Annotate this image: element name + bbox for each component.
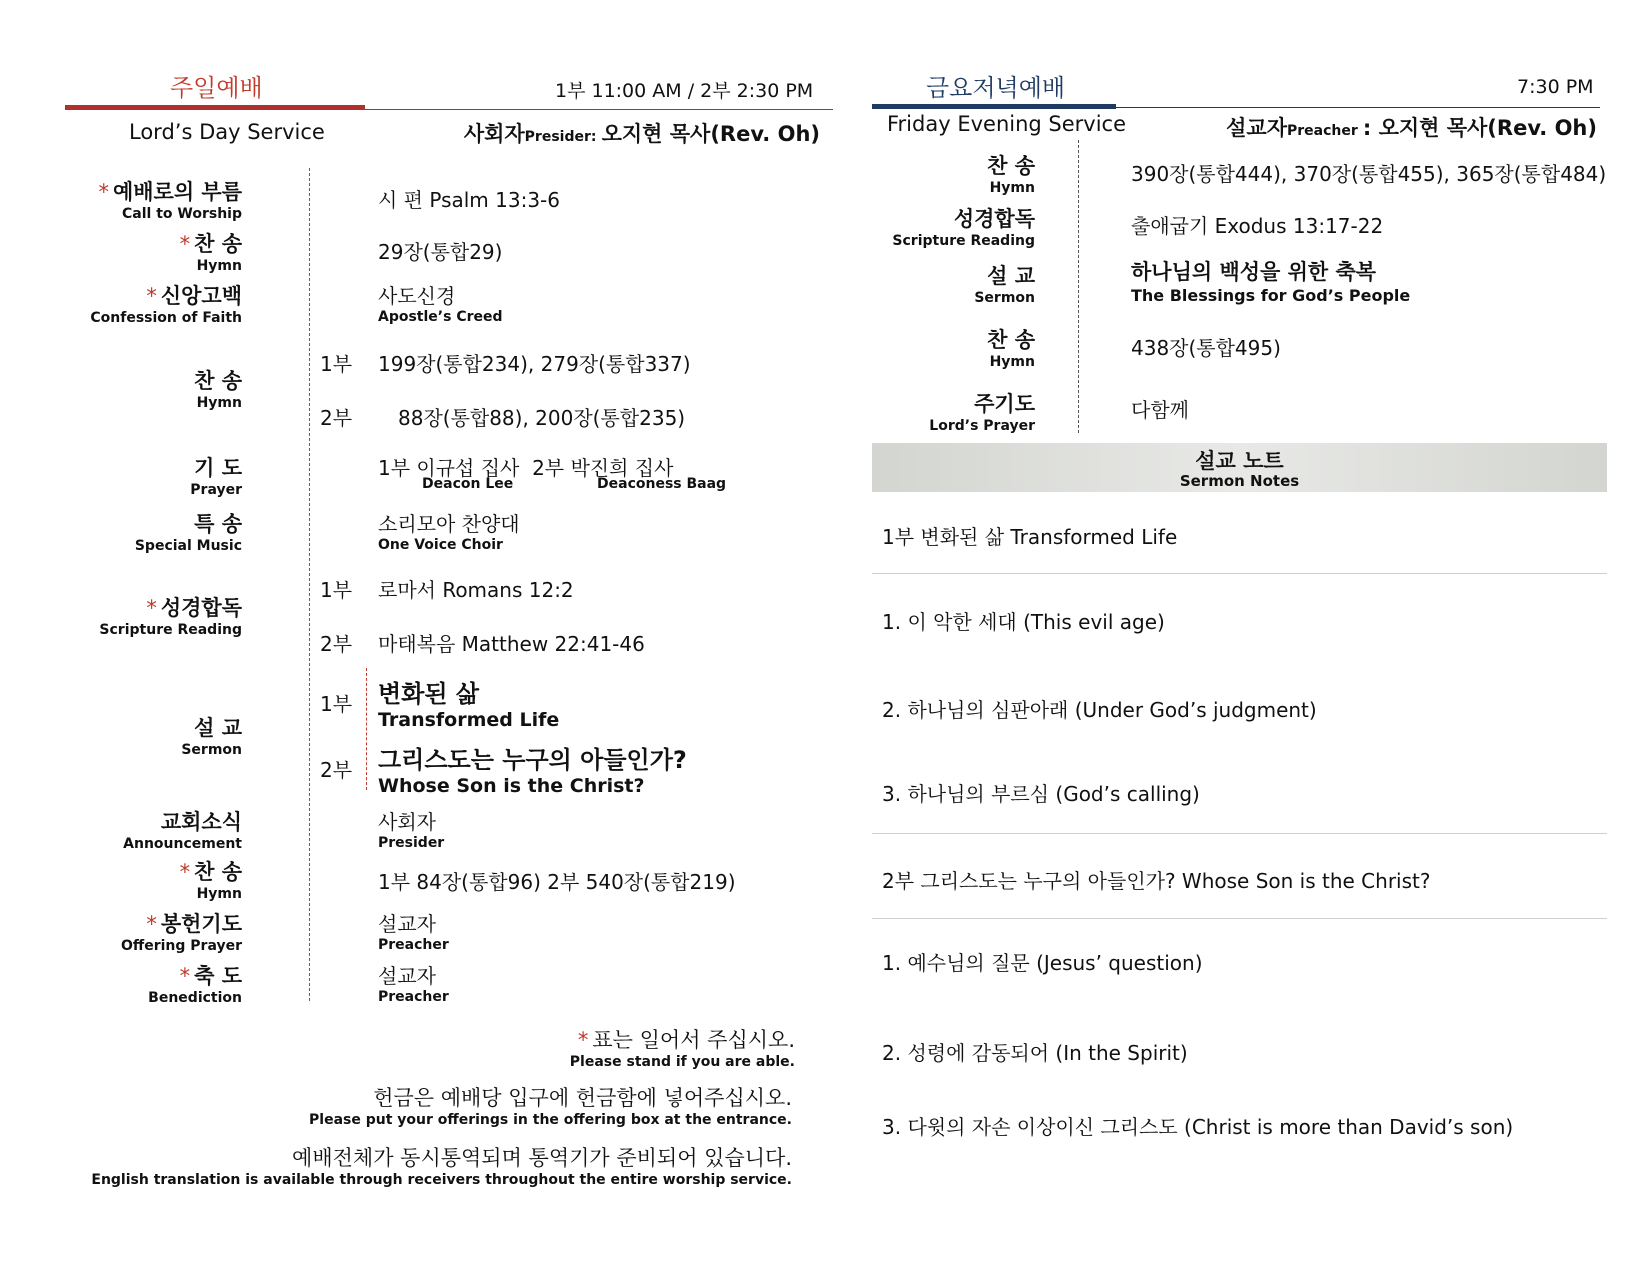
- friday-value-hymn-1: 390장(통합444), 370장(통합455), 365장(통합484): [1131, 162, 1607, 186]
- friday-preacher: [1226, 112, 1597, 142]
- preacher-label-ko: 설교자: [1226, 116, 1287, 140]
- note-divider: [872, 573, 1607, 574]
- friday-value-lords-prayer: 다함께: [1131, 398, 1189, 422]
- presider-label-ko: 사회자: [463, 122, 525, 146]
- note-divider: [872, 918, 1607, 919]
- prayer-deaconess-en: Deaconess Baag: [597, 476, 727, 492]
- friday-title-underline-thin: [1116, 107, 1600, 108]
- sermon-part-1: 1부: [320, 692, 353, 716]
- friday-order-divider: [1078, 140, 1079, 433]
- note-item: 3. 다윗의 자손 이상이신 그리스도 (Christ is more than David’s son): [882, 1115, 1514, 1139]
- order-value-hymn-2-part2: 88장(통합88), 200장(통합235): [398, 406, 686, 430]
- sunday-title-ko: 주일예배: [170, 74, 263, 102]
- sunday-title-underline-thick: [65, 105, 365, 110]
- order-value-scripture-part1: 로마서 Romans 12:2: [378, 578, 574, 602]
- order-value-scripture-part2: 마태복음 Matthew 22:41-46: [378, 632, 645, 656]
- order-value-hymn-2-part1: 199장(통합234), 279장(통합337): [378, 352, 691, 376]
- friday-value-hymn-2: 438장(통합495): [1131, 336, 1281, 360]
- note-item: 2. 하나님의 심판아래 (Under God’s judgment): [882, 698, 1317, 722]
- sunday-presider: [464, 118, 820, 148]
- presider-name: 오지현 목사(Rev. Oh): [601, 122, 820, 146]
- sermon-divider: [366, 668, 367, 790]
- notice-stand: * 표는 일어서 주십시오. Please stand if you are able.: [569, 1028, 795, 1070]
- friday-title-en: Friday Evening Service: [887, 112, 1127, 136]
- friday-label-sermon: 설 교 Sermon: [974, 264, 1035, 306]
- note-item: 1. 이 악한 세대 (This evil age): [882, 610, 1165, 634]
- order-value-sermon-part2: 그리스도는 누구의 아들인가? Whose Son is the Christ?: [378, 746, 687, 797]
- notice-translation: 예배전체가 동시통역되며 통역기가 준비되어 있습니다. English translation is available through receivers throughout the entire worship service.: [91, 1146, 792, 1188]
- note-part-1-title: 1부 변화된 삶 Transformed Life: [882, 525, 1178, 549]
- friday-label-scripture: 성경합독 Scripture Reading: [892, 207, 1035, 249]
- note-item: 2. 성령에 감동되어 (In the Spirit): [882, 1041, 1188, 1065]
- order-label-prayer: 기 도 Prayer: [190, 456, 242, 498]
- notice-offering: 헌금은 예배당 입구에 헌금함에 넣어주십시오. Please put your offerings in the offering box at the entrance.: [309, 1086, 792, 1128]
- part-1-label: 1부: [320, 352, 353, 376]
- order-value-benediction: 설교자 Preacher: [378, 964, 449, 1005]
- order-label-special-music: 특 송 Special Music: [134, 512, 242, 554]
- order-label-confession: * 신앙고백 Confession of Faith: [90, 284, 242, 326]
- order-label-scripture: * 성경합독 Scripture Reading: [99, 596, 242, 638]
- sunday-title-en: Lord’s Day Service: [129, 120, 325, 144]
- prayer-deacon-en: Deacon Lee: [422, 476, 514, 492]
- preacher-label-en: Preacher: [1286, 123, 1358, 139]
- order-label-sermon: 설 교 Sermon: [181, 716, 242, 758]
- friday-title-ko: 금요저녁예배: [926, 74, 1066, 102]
- order-label-hymn-3: * 찬 송 Hymn: [179, 860, 242, 902]
- sermon-part-2: 2부: [320, 758, 353, 782]
- friday-label-lords-prayer: 주기도 Lord’s Prayer: [929, 392, 1035, 434]
- order-label-announcement: 교회소식 Announcement: [123, 810, 242, 852]
- sunday-title-underline-thin: [365, 109, 833, 110]
- order-label-offering-prayer: * 봉헌기도 Offering Prayer: [120, 912, 242, 954]
- order-value-offering-prayer: 설교자 Preacher: [378, 912, 449, 953]
- presider-label-en: Presider:: [524, 129, 597, 145]
- order-label-benediction: * 축 도 Benediction: [148, 964, 242, 1006]
- note-divider: [872, 833, 1607, 834]
- scripture-part-1: 1부: [320, 578, 353, 602]
- friday-value-scripture: 출애굽기 Exodus 13:17-22: [1131, 214, 1384, 238]
- preacher-name: : 오지현 목사(Rev. Oh): [1362, 116, 1597, 140]
- friday-value-sermon: 하나님의 백성을 위한 축복 The Blessings for God’s People: [1131, 260, 1411, 305]
- note-item: 1. 예수님의 질문 (Jesus’ question): [882, 951, 1203, 975]
- order-divider: [309, 168, 310, 1001]
- friday-time: 7:30 PM: [1517, 76, 1594, 98]
- note-part-2-title: 2부 그리스도는 누구의 아들인가? Whose Son is the Christ?: [882, 869, 1431, 893]
- friday-label-hymn-2: 찬 송 Hymn: [987, 328, 1035, 370]
- order-value-sermon-part1: 변화된 삶 Transformed Life: [378, 680, 560, 731]
- order-value-confession: 사도신경 Apostle’s Creed: [378, 284, 503, 325]
- order-value-hymn-3: 1부 84장(통합96) 2부 540장(통합219): [378, 870, 736, 894]
- friday-title-underline-thick: [872, 104, 1116, 109]
- part-2-label: 2부: [320, 406, 353, 430]
- sunday-times: 1부 11:00 AM / 2부 2:30 PM: [555, 80, 814, 102]
- order-value-hymn-1: 29장(통합29): [378, 240, 503, 264]
- order-value-announcement: 사회자 Presider: [378, 810, 445, 851]
- scripture-part-2: 2부: [320, 632, 353, 656]
- order-label-hymn-2: 찬 송 Hymn: [194, 369, 242, 411]
- friday-label-hymn-1: 찬 송 Hymn: [987, 154, 1035, 196]
- note-item: 3. 하나님의 부르심 (God’s calling): [882, 782, 1200, 806]
- order-label-call-to-worship: * 예배로의 부름 Call to Worship: [98, 180, 242, 222]
- sermon-notes-header: 설교 노트 Sermon Notes: [872, 443, 1607, 492]
- order-value-prayer: 1부 이규섭 집사 2부 박진희 집사: [378, 456, 674, 480]
- order-value-special-music: 소리모아 찬양대 One Voice Choir: [378, 512, 520, 553]
- order-value-call-to-worship: 시 편 Psalm 13:3-6: [378, 188, 560, 212]
- order-label-hymn-1: * 찬 송 Hymn: [179, 232, 242, 274]
